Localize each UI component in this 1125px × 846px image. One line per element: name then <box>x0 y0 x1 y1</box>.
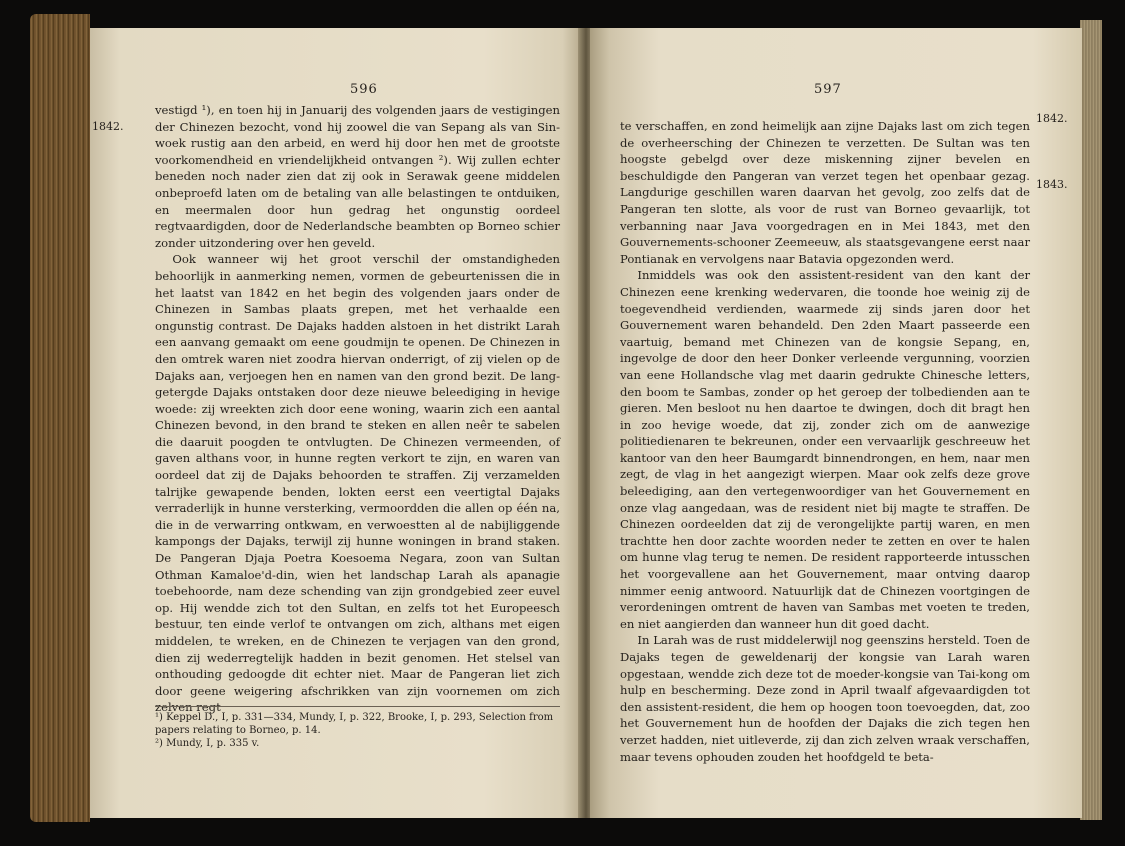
page-number-right: 597 <box>814 82 842 97</box>
page-number-left: 596 <box>350 82 378 97</box>
margin-year-left: 1842. <box>92 120 124 133</box>
footnote: ²) Mundy, I, p. 335 v. <box>155 738 260 749</box>
right-page <box>590 28 1082 818</box>
margin-year-right-1: 1842. <box>1036 112 1068 125</box>
paragraph: Ook wanneer wij het groot verschil der omstandigheden behoorlijk in aanmerking nemen, vormen de gebeurtenissen die in het laatst van 1842 en het begin des volgenden jaars onder de Chinezen in Sambas plaats grepen, met het verhaalde een ongunstig contrast. De Dajaks hadden alstoen in het distrikt Larah een aanvang gemaakt om eene goudmijn te openen. De Chinezen in den omtrek waren niet zoodra hiervan onderrigt, of zij vielen op de Dajaks aan, verjoegen hen en namen van den grond bezit. De lang-getergde Dajaks ontstaken door deze nieuwe beleediging in hevige woede: zij wreekten zich door eene woning, waarin zich een aantal Chinezen bevond, in den brand te steken en allen neêr te sabelen die daaruit poogden te ontvlugten. De Chinezen vermeenden, of gaven althans voor, in hunne regten verkort te zijn, en waren van oordeel dat zij de Dajaks behoorden te straffen. Zij verzamelden talrijke gewapende benden, lokten eerst een veertigtal Dajaks verraderlijk in hunne versterking, vermoordden die allen op één na, die in de verwarring ontkwam, en verwoestten al de nabijliggende kampongs der Dajaks, terwijl zij hunne woningen in brand staken. De Pangeran Djaja Poetra Koesoema Negara, zoon van Sultan Othman Kamaloe'd-din, wien het landschap Larah als apanagie toebehoorde, nam deze schending van zijn grondgebied zeer euvel op. Hij wendde zich tot den Sultan, en zelfs tot het Europeesch bestuur, ten einde verlof te ontvangen om zich, althans met eigen middelen, te wreken, en de Chinezen te verjagen van den grond, dien zij wederregtelijk hadden in bezit genomen. Het stelsel van onthouding gedoogde dit echter niet. Maar de Pangeran liet zich door geene weigering afschrikken van zijn voornemen om zich zelven regt <box>155 252 560 715</box>
paragraph: vestigd ¹), en toen hij in Januarij des volgenden jaars de vestigingen der Chinezen bezocht, vond hij zoowel die van Sepang als van Sin-woek rustig aan den arbeid, en werd hij door hen met de grootste voorkomendheid en vriendelijkheid ontvangen ²). Wij zullen echter beneden noch nader zien dat zij ook in Serawak geene middelen onbeproefd laten om de betaling van alle belastingen te ontduiken, en meermalen door hun gedrag het ongunstig oordeel regtvaardigden, door de Nederlandsche beambten op Borneo schier zonder uitzondering over hen geveld. <box>155 103 560 250</box>
paragraph: Inmiddels was ook den assistent-resident van den kant der Chinezen eene krenking wedervaren, die toonde hoe weinig zij de toegevendheid verdienden, waarmede zij sinds jaren door het Gouvernement waren behandeld. Den 2den Maart passeerde een vaartuig, bemand met Chinezen van de kongsie Sepang, en, ingevolge de door den heer Donker verleende vergunning, voorzien van eene Hollandsche vlag met daarin gedrukte Chinesche letters, den boom te Sambas, zonder op het geroep der tolbedienden aan te gieren. Men besloot nu hen daartoe te dwingen, doch dit bragt hen in zoo hevige woede, dat zij, zonder zich om de aanwezige politiedienaren te bekreunen, onder een vervaarlijk geschreeuw het kantoor van den heer Baumgardt binnendrongen, en hem, naar men zegt, de vlag in het aangezigt wierpen. Maar ook zelfs deze grove beleediging, aan den vertegenwoordiger van het Gouvernement en onze vlag aangedaan, was de resident niet bij magte te straffen. De Chinezen oordeelden dat zij de verongelijkte partij waren, en men trachtte hen door zachte woorden neder te zetten en over te halen om hunne vlag terug te nemen. De resident rapporteerde intusschen het voorgevallene aan het Gouvernement, maar ontving daarop nimmer eenig antwoord. Natuurlijk dat de Chinezen voortgingen de verordeningen omtrent de haven van Sambas met voeten te treden, en niet aangierden dan wanneer hun dit goed dacht. <box>620 268 1030 631</box>
book-page-edges-left <box>30 14 90 822</box>
left-page <box>90 28 582 818</box>
left-page-body <box>155 102 560 716</box>
footnote: ¹) Keppel D., I, p. 331—334, Mundy, I, p. 322, Brooke, I, p. 293, Selection from papers relating to Borneo, p. 14. <box>155 712 554 736</box>
book-page-edges-right <box>1080 20 1102 820</box>
paragraph: In Larah was de rust middelerwijl nog geenszins hersteld. Toen de Dajaks tegen de geweldenarij der kongsie van Larah waren opgestaan, wendde zich deze tot de moeder-kongsie van Tai-kong om hulp en bescherming. Deze zond in April twaalf afgevaardigden tot den assistent-resident, die hem op hoogen toon toevoegden, dat, zoo het Gouvernement hun de hoofden der Dajaks die zich tegen hen verzet hadden, niet uitleverde, zij dan zich zelven wraak verschaffen, maar tevens ophouden zouden het hoofdgeld te beta- <box>620 633 1030 764</box>
right-page-body <box>620 118 1030 765</box>
footnotes <box>155 706 560 750</box>
paragraph: te verschaffen, en zond heimelijk aan zijne Dajaks last om zich tegen de overheersching der Chinezen te verzetten. De Sultan was ten hoogste gebelgd over deze miskenning zijner bevelen en beschuldigde den Pangeran van verzet tegen het openbaar gezag. Langdurige geschillen waren daarvan het gevolg, zoo zelfs dat de Pangeran ten slotte, als voor de rust van Borneo gevaarlijk, tot verbanning naar Java voorgedragen en in Mei 1843, met den Gouvernements-schooner Zeemeeuw, als staatsgevangene eerst naar Pontianak en vervolgens naar Batavia opgezonden werd. <box>620 119 1030 266</box>
margin-year-right-2: 1843. <box>1036 178 1068 191</box>
